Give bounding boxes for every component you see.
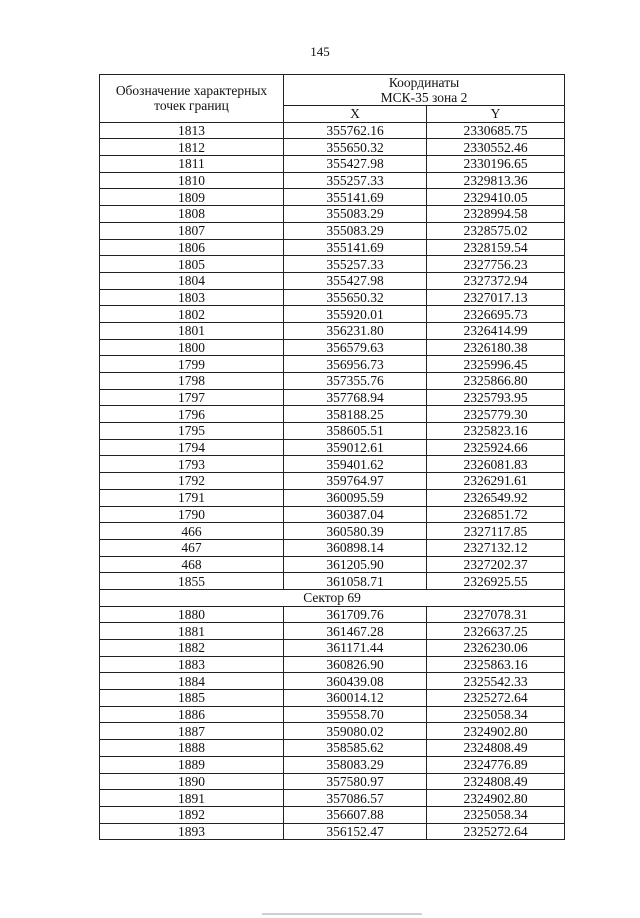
y-coordinate-cell: 2325823.16 [427,423,565,440]
table-row [100,690,565,707]
point-cell: 1886 [100,706,284,723]
y-coordinate-cell: 2325058.34 [427,706,565,723]
x-coordinate-cell: 356607.88 [284,806,427,823]
point-cell: 1806 [100,239,284,256]
table-row [100,823,565,840]
table-row [100,189,565,206]
table-row [100,289,565,306]
x-coordinate-cell: 356152.47 [284,823,427,840]
point-cell: 1892 [100,806,284,823]
x-coordinate-cell: 355257.33 [284,172,427,189]
y-coordinate-cell: 2326291.61 [427,473,565,490]
y-coordinate-cell: 2326549.92 [427,489,565,506]
table-row [100,523,565,540]
y-coordinate-cell: 2328575.02 [427,222,565,239]
table-header [100,75,565,123]
point-cell: 1798 [100,373,284,390]
table-row [100,222,565,239]
section-divider [100,589,565,606]
x-coordinate-cell: 358188.25 [284,406,427,423]
coordinates-title: Координаты [388,75,460,90]
x-coordinate-cell: 356231.80 [284,322,427,339]
table-row [100,656,565,673]
y-column-header: Y [427,106,565,123]
x-coordinate-cell: 355650.32 [284,289,427,306]
table-row [100,356,565,373]
point-cell: 1797 [100,389,284,406]
table-row [100,539,565,556]
y-coordinate-cell: 2326695.73 [427,306,565,323]
point-cell: 1790 [100,506,284,523]
table-row [100,606,565,623]
point-cell: 1795 [100,423,284,440]
coordinate-system-label: МСК-35 зона 2 [380,90,468,105]
x-coordinate-cell: 355427.98 [284,156,427,173]
y-coordinate-cell: 2325793.95 [427,389,565,406]
point-cell: 1812 [100,139,284,156]
point-cell: 1808 [100,206,284,223]
point-cell: 1811 [100,156,284,173]
table-row [100,756,565,773]
x-coordinate-cell: 360095.59 [284,489,427,506]
point-cell: 1809 [100,189,284,206]
point-designation-header: Обозначение характерных точек границ [100,75,284,123]
point-cell: 466 [100,523,284,540]
x-coordinate-cell: 360439.08 [284,673,427,690]
table-row [100,256,565,273]
x-coordinate-cell: 360898.14 [284,539,427,556]
y-coordinate-cell: 2328994.58 [427,206,565,223]
y-coordinate-cell: 2326637.25 [427,623,565,640]
table-row [100,406,565,423]
y-coordinate-cell: 2326180.38 [427,339,565,356]
y-coordinate-cell: 2330552.46 [427,139,565,156]
point-cell: 1796 [100,406,284,423]
point-cell: 1802 [100,306,284,323]
x-coordinate-cell: 355762.16 [284,122,427,139]
point-cell: 1882 [100,640,284,657]
table-row [100,773,565,790]
y-coordinate-cell: 2324902.80 [427,723,565,740]
y-coordinate-cell: 2325779.30 [427,406,565,423]
x-coordinate-cell: 358585.62 [284,740,427,757]
x-coordinate-cell: 355141.69 [284,239,427,256]
table-row [100,373,565,390]
page-number: 145 [310,44,330,59]
y-coordinate-cell: 2324776.89 [427,756,565,773]
y-coordinate-cell: 2325542.33 [427,673,565,690]
point-cell: 1793 [100,456,284,473]
table-row [100,456,565,473]
y-coordinate-cell: 2325996.45 [427,356,565,373]
y-coordinate-cell: 2326081.83 [427,456,565,473]
x-coordinate-cell: 357580.97 [284,773,427,790]
y-coordinate-cell: 2327202.37 [427,556,565,573]
y-coordinate-cell: 2326925.55 [427,573,565,590]
y-coordinate-cell: 2329813.36 [427,172,565,189]
table-row [100,439,565,456]
point-cell: 1880 [100,606,284,623]
x-coordinate-cell: 361058.71 [284,573,427,590]
x-coordinate-cell: 361205.90 [284,556,427,573]
y-coordinate-cell: 2327078.31 [427,606,565,623]
table-body-part2 [100,606,565,840]
x-coordinate-cell: 361709.76 [284,606,427,623]
y-coordinate-cell: 2327017.13 [427,289,565,306]
table-row [100,239,565,256]
x-coordinate-cell: 355083.29 [284,206,427,223]
table-row [100,339,565,356]
section-row [100,589,565,606]
table-row [100,806,565,823]
point-cell: 1891 [100,790,284,807]
x-coordinate-cell: 358083.29 [284,756,427,773]
section-label: Сектор 69 [100,589,565,606]
y-coordinate-cell: 2326230.06 [427,640,565,657]
point-cell: 1801 [100,322,284,339]
point-cell: 1855 [100,573,284,590]
point-cell: 1885 [100,690,284,707]
x-coordinate-cell: 361171.44 [284,640,427,657]
y-coordinate-cell: 2324808.49 [427,740,565,757]
point-cell: 1813 [100,122,284,139]
table-row [100,556,565,573]
x-coordinate-cell: 355083.29 [284,222,427,239]
table-row [100,423,565,440]
y-coordinate-cell: 2327372.94 [427,272,565,289]
point-cell: 1890 [100,773,284,790]
x-coordinate-cell: 360014.12 [284,690,427,707]
table-row [100,723,565,740]
x-coordinate-cell: 359764.97 [284,473,427,490]
y-coordinate-cell: 2325863.16 [427,656,565,673]
y-coordinate-cell: 2330685.75 [427,122,565,139]
table-row [100,389,565,406]
point-cell: 1800 [100,339,284,356]
table-row [100,640,565,657]
point-cell: 1803 [100,289,284,306]
table-row [100,306,565,323]
y-coordinate-cell: 2327756.23 [427,256,565,273]
x-coordinate-cell: 356579.63 [284,339,427,356]
point-cell: 1810 [100,172,284,189]
point-cell: 1807 [100,222,284,239]
point-cell: 1883 [100,656,284,673]
table-row [100,573,565,590]
x-coordinate-cell: 358605.51 [284,423,427,440]
point-cell: 1888 [100,740,284,757]
x-coordinate-cell: 355427.98 [284,272,427,289]
x-coordinate-cell: 359012.61 [284,439,427,456]
y-coordinate-cell: 2328159.54 [427,239,565,256]
point-cell: 1887 [100,723,284,740]
point-cell: 1893 [100,823,284,840]
y-coordinate-cell: 2327132.12 [427,539,565,556]
x-coordinate-cell: 355650.32 [284,139,427,156]
point-cell: 467 [100,539,284,556]
x-coordinate-cell: 356956.73 [284,356,427,373]
point-cell: 1805 [100,256,284,273]
table-row [100,322,565,339]
y-coordinate-cell: 2326851.72 [427,506,565,523]
x-coordinate-cell: 359401.62 [284,456,427,473]
table-row [100,139,565,156]
point-cell: 1884 [100,673,284,690]
x-coordinate-cell: 360580.39 [284,523,427,540]
point-cell: 1881 [100,623,284,640]
point-cell: 1804 [100,272,284,289]
table-row [100,506,565,523]
x-coordinate-cell: 357768.94 [284,389,427,406]
y-coordinate-cell: 2325866.80 [427,373,565,390]
y-coordinate-cell: 2330196.65 [427,156,565,173]
table-row [100,272,565,289]
y-coordinate-cell: 2326414.99 [427,322,565,339]
table-body-part1 [100,122,565,589]
coordinates-table [99,74,565,840]
table-row [100,673,565,690]
x-coordinate-cell: 360826.90 [284,656,427,673]
x-column-header: X [284,106,427,123]
x-coordinate-cell: 359558.70 [284,706,427,723]
table-row [100,156,565,173]
table-row [100,172,565,189]
y-coordinate-cell: 2325058.34 [427,806,565,823]
point-cell: 1799 [100,356,284,373]
y-coordinate-cell: 2325924.66 [427,439,565,456]
point-cell: 1792 [100,473,284,490]
point-cell: 468 [100,556,284,573]
x-coordinate-cell: 360387.04 [284,506,427,523]
y-coordinate-cell: 2325272.64 [427,690,565,707]
table-row [100,790,565,807]
point-cell: 1794 [100,439,284,456]
x-coordinate-cell: 355141.69 [284,189,427,206]
scan-edge-line [262,913,422,915]
x-coordinate-cell: 357355.76 [284,373,427,390]
table-row [100,122,565,139]
point-cell: 1889 [100,756,284,773]
y-coordinate-cell: 2324808.49 [427,773,565,790]
x-coordinate-cell: 359080.02 [284,723,427,740]
x-coordinate-cell: 361467.28 [284,623,427,640]
table-row [100,706,565,723]
y-coordinate-cell: 2329410.05 [427,189,565,206]
table-row [100,489,565,506]
point-cell: 1791 [100,489,284,506]
table-row [100,206,565,223]
coordinates-header [284,75,565,106]
table-row [100,623,565,640]
x-coordinate-cell: 355257.33 [284,256,427,273]
x-coordinate-cell: 357086.57 [284,790,427,807]
x-coordinate-cell: 355920.01 [284,306,427,323]
table-row [100,740,565,757]
y-coordinate-cell: 2325272.64 [427,823,565,840]
y-coordinate-cell: 2324902.80 [427,790,565,807]
table-row [100,473,565,490]
y-coordinate-cell: 2327117.85 [427,523,565,540]
